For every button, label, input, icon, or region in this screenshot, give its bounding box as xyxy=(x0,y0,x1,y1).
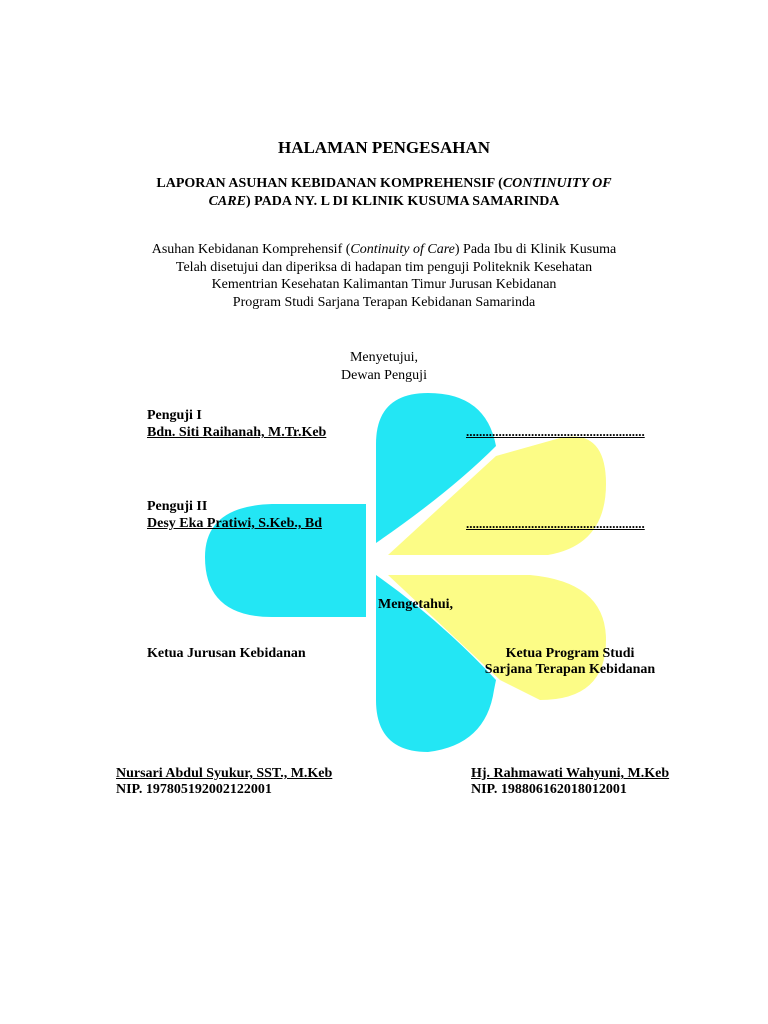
right-signatory-name: Hj. Rahmawati Wahyuni, M.Keb xyxy=(471,766,670,781)
examiner-2-name: Desy Eka Pratiwi, S.Keb., Bd xyxy=(147,516,323,531)
intro-line-4: Program Studi Sarjana Terapan Kebidanan Samarinda xyxy=(232,294,536,310)
intro-line-1-suffix: ) Pada Ibu di Klinik Kusuma xyxy=(454,242,617,257)
approval-block xyxy=(0,349,768,385)
right-signatory-position-line-2: Sarjana Terapan Kebidanan xyxy=(484,662,656,677)
right-signatory-position xyxy=(470,646,670,678)
examiner-1-role: Penguji I xyxy=(147,408,202,423)
examiner-1-name: Bdn. Siti Raihanah, M.Tr.Keb xyxy=(147,425,327,440)
report-title-suffix: ) PADA NY. L DI KLINIK KUSUMA SAMARINDA xyxy=(245,194,560,209)
intro-line-1-italic: Continuity of Care xyxy=(350,242,455,257)
intro-line-1 xyxy=(0,241,768,259)
left-signatory-position: Ketua Jurusan Kebidanan xyxy=(147,646,306,661)
approval-board: Dewan Penguji xyxy=(341,368,427,383)
intro-line-2: Telah disetujui dan diperiksa di hadapan tim penguji Politeknik Kesehatan xyxy=(175,259,593,275)
left-signatory-name: Nursari Abdul Syukur, SST., M.Keb xyxy=(116,766,333,781)
right-signatory-position-line-1: Ketua Program Studi xyxy=(505,646,635,661)
left-signatory-nip: NIP. 197805192002122001 xyxy=(116,782,272,797)
examiner-2-role: Penguji II xyxy=(147,499,208,514)
right-signatory-nip: NIP. 198806162018012001 xyxy=(471,782,627,797)
examiner-2-signature-line: ....................................................... xyxy=(466,516,645,531)
report-title-prefix: LAPORAN ASUHAN KEBIDANAN KOMPREHENSIF ( xyxy=(156,176,503,191)
report-title-italic-2: CARE xyxy=(208,194,246,209)
report-title-line-2 xyxy=(0,193,768,211)
intro-paragraph xyxy=(0,241,768,311)
page-title: HALAMAN PENGESAHAN xyxy=(277,138,491,157)
acknowledged-label: Mengetahui, xyxy=(378,597,454,612)
report-title-italic-1: CONTINUITY OF xyxy=(502,176,612,191)
intro-line-3: Kementrian Kesehatan Kalimantan Timur Jurusan Kebidanan xyxy=(211,277,557,292)
approval-label: Menyetujui, xyxy=(349,350,419,365)
report-title xyxy=(0,175,768,211)
examiner-1-signature-line: ....................................................... xyxy=(466,424,645,439)
report-title-line-1 xyxy=(0,175,768,193)
intro-line-1-prefix: Asuhan Kebidanan Komprehensif ( xyxy=(151,242,351,257)
